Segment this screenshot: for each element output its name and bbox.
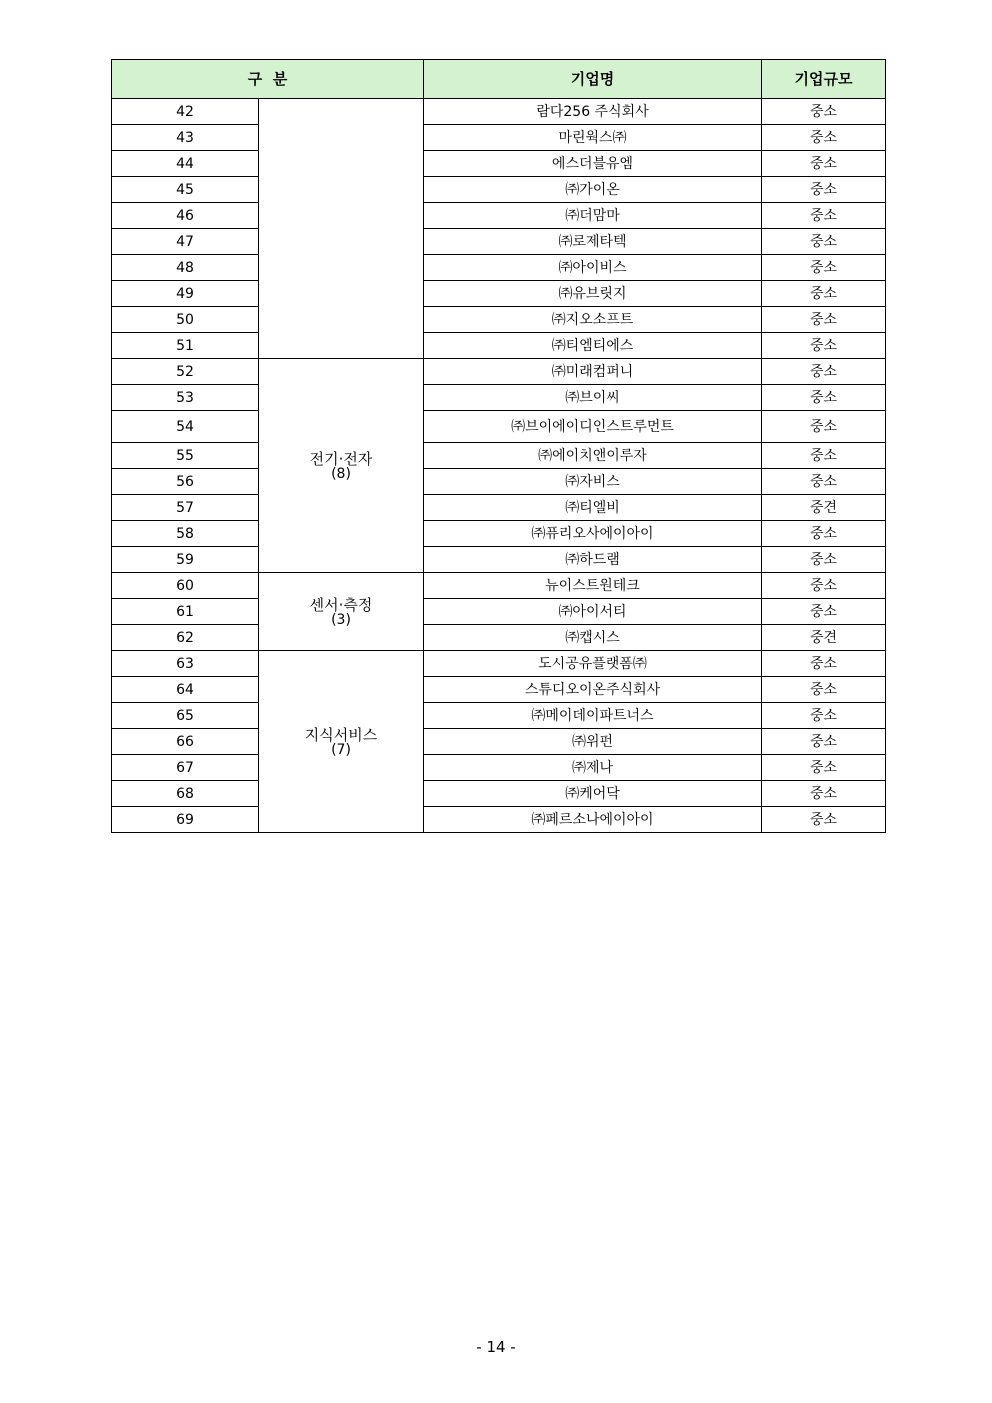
table-row — [112, 359, 886, 385]
table-row — [112, 125, 886, 151]
table-row — [112, 495, 886, 521]
table-row — [112, 281, 886, 307]
row-number: 59 — [112, 547, 259, 573]
row-number: 60 — [112, 573, 259, 599]
row-number: 68 — [112, 781, 259, 807]
row-number: 51 — [112, 333, 259, 359]
category-name: 센서·측정 — [309, 595, 373, 614]
company-name: ㈜캡시스 — [424, 625, 762, 651]
header-size: 기업규모 — [762, 60, 886, 99]
table-row — [112, 443, 886, 469]
table-row — [112, 411, 886, 443]
company-name: ㈜아이서티 — [424, 599, 762, 625]
table-row — [112, 677, 886, 703]
company-size: 중소 — [762, 229, 886, 255]
category-cell-sensor — [259, 573, 424, 651]
table-row — [112, 521, 886, 547]
company-size: 중소 — [762, 99, 886, 125]
company-name: ㈜지오소프트 — [424, 307, 762, 333]
table-row — [112, 755, 886, 781]
table-row — [112, 573, 886, 599]
company-size: 중소 — [762, 281, 886, 307]
row-number: 57 — [112, 495, 259, 521]
company-size: 중소 — [762, 203, 886, 229]
row-number: 49 — [112, 281, 259, 307]
company-name: ㈜퓨리오사에이아이 — [424, 521, 762, 547]
category-count: (3) — [331, 611, 351, 628]
table-row — [112, 729, 886, 755]
category-name: 전기·전자 — [309, 449, 373, 468]
company-size: 중소 — [762, 573, 886, 599]
company-size: 중소 — [762, 443, 886, 469]
row-number: 48 — [112, 255, 259, 281]
row-number: 54 — [112, 411, 259, 443]
company-size: 중소 — [762, 125, 886, 151]
category-name: 지식서비스 — [304, 725, 378, 744]
company-size: 중소 — [762, 151, 886, 177]
row-number: 44 — [112, 151, 259, 177]
company-name: ㈜티엘비 — [424, 495, 762, 521]
table-row — [112, 333, 886, 359]
company-size: 중소 — [762, 411, 886, 443]
company-name: ㈜미래컴퍼니 — [424, 359, 762, 385]
company-name: 도시공유플랫폼㈜ — [424, 651, 762, 677]
table-row — [112, 547, 886, 573]
table-row — [112, 781, 886, 807]
company-size: 중소 — [762, 521, 886, 547]
row-number: 50 — [112, 307, 259, 333]
company-size: 중소 — [762, 547, 886, 573]
table-row — [112, 469, 886, 495]
company-size: 중소 — [762, 703, 886, 729]
table-row — [112, 703, 886, 729]
company-name: ㈜브이씨 — [424, 385, 762, 411]
row-number: 63 — [112, 651, 259, 677]
company-size: 중소 — [762, 599, 886, 625]
table-row — [112, 599, 886, 625]
company-table — [111, 59, 886, 833]
category-cell-blank — [259, 99, 424, 359]
company-size: 중견 — [762, 495, 886, 521]
row-number: 52 — [112, 359, 259, 385]
company-name: ㈜페르소나에이아이 — [424, 807, 762, 833]
table-row — [112, 385, 886, 411]
company-name: 마린웍스㈜ — [424, 125, 762, 151]
row-number: 67 — [112, 755, 259, 781]
table-row — [112, 307, 886, 333]
row-number: 69 — [112, 807, 259, 833]
row-number: 43 — [112, 125, 259, 151]
company-name: ㈜가이온 — [424, 177, 762, 203]
category-count: (8) — [331, 465, 351, 482]
company-name: ㈜제나 — [424, 755, 762, 781]
company-name: ㈜유브릿지 — [424, 281, 762, 307]
table-row — [112, 203, 886, 229]
table-row — [112, 177, 886, 203]
company-name: 에스더블유엠 — [424, 151, 762, 177]
category-cell-electronics — [259, 359, 424, 573]
company-size: 중소 — [762, 807, 886, 833]
company-name: ㈜위펀 — [424, 729, 762, 755]
page-number: - 14 - — [476, 1338, 516, 1356]
row-number: 58 — [112, 521, 259, 547]
company-size: 중소 — [762, 307, 886, 333]
row-number: 64 — [112, 677, 259, 703]
table-row — [112, 255, 886, 281]
company-size: 중소 — [762, 651, 886, 677]
company-size: 중소 — [762, 359, 886, 385]
row-number: 45 — [112, 177, 259, 203]
company-size: 중소 — [762, 385, 886, 411]
table-row — [112, 651, 886, 677]
row-number: 62 — [112, 625, 259, 651]
row-number: 42 — [112, 99, 259, 125]
company-size: 중소 — [762, 781, 886, 807]
table-row — [112, 625, 886, 651]
company-name: ㈜더맘마 — [424, 203, 762, 229]
table-row — [112, 807, 886, 833]
table-row — [112, 151, 886, 177]
table-row — [112, 99, 886, 125]
company-size: 중소 — [762, 333, 886, 359]
header-company: 기업명 — [424, 60, 762, 99]
company-name: ㈜하드램 — [424, 547, 762, 573]
company-name: ㈜에이치앤이루자 — [424, 443, 762, 469]
company-name: ㈜케어닥 — [424, 781, 762, 807]
company-name: ㈜자비스 — [424, 469, 762, 495]
company-name: 람다256 주식회사 — [424, 99, 762, 125]
row-number: 46 — [112, 203, 259, 229]
row-number: 47 — [112, 229, 259, 255]
category-count: (7) — [331, 741, 351, 758]
header-category: 구 분 — [112, 60, 424, 99]
row-number: 56 — [112, 469, 259, 495]
company-size: 중소 — [762, 755, 886, 781]
company-size: 중소 — [762, 677, 886, 703]
row-number: 65 — [112, 703, 259, 729]
company-size: 중소 — [762, 729, 886, 755]
company-size: 중소 — [762, 177, 886, 203]
row-number: 66 — [112, 729, 259, 755]
company-name: ㈜티엠티에스 — [424, 333, 762, 359]
company-size: 중소 — [762, 255, 886, 281]
company-name: ㈜메이데이파트너스 — [424, 703, 762, 729]
company-name: ㈜아이비스 — [424, 255, 762, 281]
category-cell-knowledge-service — [259, 651, 424, 833]
row-number: 61 — [112, 599, 259, 625]
row-number: 53 — [112, 385, 259, 411]
company-name: 스튜디오이온주식회사 — [424, 677, 762, 703]
table-row — [112, 229, 886, 255]
row-number: 55 — [112, 443, 259, 469]
company-size: 중소 — [762, 469, 886, 495]
table-header-row — [112, 60, 886, 99]
company-name: 뉴이스트원테크 — [424, 573, 762, 599]
company-name: ㈜로제타텍 — [424, 229, 762, 255]
company-name: ㈜브이에이디인스트루먼트 — [424, 411, 762, 443]
company-size: 중견 — [762, 625, 886, 651]
